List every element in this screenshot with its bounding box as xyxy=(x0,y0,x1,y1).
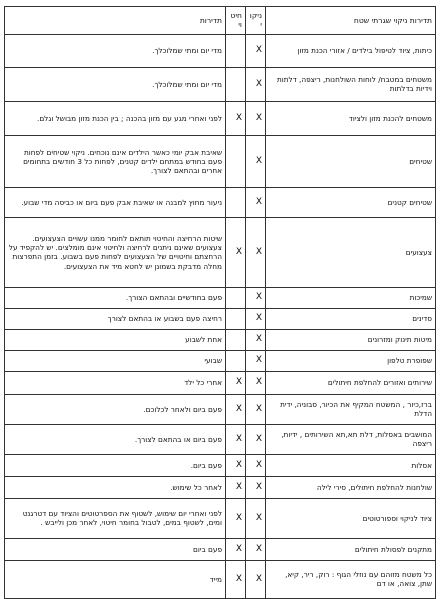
row-clean-mark: X xyxy=(246,187,266,217)
row-area-cell: סדינים xyxy=(266,308,436,329)
row-area-cell: שטיחים קטנים xyxy=(266,187,436,217)
table-row xyxy=(5,287,436,308)
row-area-cell: שפופרת טלפון xyxy=(266,350,436,371)
row-disinfect-mark: X xyxy=(226,217,246,287)
row-disinfect-mark xyxy=(226,308,246,329)
row-area-cell: משטחים להכנת מזון ולציוד xyxy=(266,101,436,135)
row-area-cell: כל משטח מזוהם עם נוזלי הגוף : רוק, ריר, קיא, שתן, צואה, או דם xyxy=(266,560,436,598)
row-clean-mark: X xyxy=(246,135,266,187)
row-frequency-cell: רחיצה פעם בשבוע או בהתאם לצורך xyxy=(5,308,226,329)
row-frequency-cell: פעם ביום או בהתאם לצורך. xyxy=(5,424,226,454)
row-disinfect-mark xyxy=(226,34,246,67)
row-frequency-cell: פעם בחודשיים ובהתאם הצורך. xyxy=(5,287,226,308)
row-clean-mark: X xyxy=(246,538,266,560)
table-row xyxy=(5,476,436,498)
row-clean-mark: X xyxy=(246,67,266,101)
row-clean-mark: X xyxy=(246,217,266,287)
row-disinfect-mark: X xyxy=(226,394,246,424)
table-row xyxy=(5,394,436,424)
table-row xyxy=(5,329,436,350)
row-clean-mark: X xyxy=(246,34,266,67)
row-clean-mark: X xyxy=(246,394,266,424)
row-clean-mark: X xyxy=(246,424,266,454)
row-frequency-cell: שיטות הרחיצה והחיטוי תותאם לחומר ממנו עשויים הצעצועים. צעצועים שאינם ניתנים לרחיצה ולחיטוי אינם מומלצים. יש להקפיד על הרחצתם וחיטויים של הצעצועים לפחות פעם בשבוע. בזמן התפרצות מחלה מדבקת בשמונן יש לחטא מיד את הצעצועים. xyxy=(5,217,226,287)
table-header-row xyxy=(5,7,436,35)
row-clean-mark: X xyxy=(246,371,266,394)
header-disinfect: חיטוי xyxy=(226,7,246,35)
row-disinfect-mark xyxy=(226,350,246,371)
cleaning-frequency-table xyxy=(4,6,436,599)
table-row xyxy=(5,350,436,371)
table-row xyxy=(5,187,436,217)
row-area-cell: שולחנות להחלפת חיתולים, סירי לילה xyxy=(266,476,436,498)
row-clean-mark: X xyxy=(246,454,266,476)
header-clean: ניקוי xyxy=(246,7,266,35)
row-area-cell: משטחים במטבח/ לוחות השולחנות, ריצפה, דלתות וידיות בדלתות xyxy=(266,67,436,101)
table-row xyxy=(5,101,436,135)
table-row xyxy=(5,454,436,476)
row-area-cell: שטיחים xyxy=(266,135,436,187)
row-frequency-cell: לפני ואחרי יום שימוש, לשטוף את הספרטוטים והציוד עם דטרגנט ומים, לשטוף במים, לטבול בחומר חיטוי, לאחר מכן ולייבש . xyxy=(5,498,226,538)
row-area-cell: צעצועים xyxy=(266,217,436,287)
table-row xyxy=(5,308,436,329)
row-area-cell: שירותים ואזורים להחלפת חיתולים xyxy=(266,371,436,394)
row-frequency-cell: מייד xyxy=(5,560,226,598)
row-area-cell: כיתות, ציוד לטיפול בילדים / אזורי הכנת מזון xyxy=(266,34,436,67)
row-disinfect-mark: X xyxy=(226,560,246,598)
row-disinfect-mark: X xyxy=(226,454,246,476)
row-disinfect-mark: X xyxy=(226,476,246,498)
header-area: תדירות ניקוי שגרתי שטח xyxy=(266,7,436,35)
row-area-cell: אסלות xyxy=(266,454,436,476)
row-area-cell: ברז,כיור , המשטח המקיף את הכיור, סבוניה, ידית הדלת xyxy=(266,394,436,424)
row-area-cell: מיטות תינוק ומזרונים xyxy=(266,329,436,350)
row-disinfect-mark: X xyxy=(226,371,246,394)
row-area-cell: ציוד לניקוי וספורטוטים xyxy=(266,498,436,538)
table-row xyxy=(5,34,436,67)
row-frequency-cell: ניעור מחוץ למבנה או שאיבת אבק פעם ביום או כביסה מדי שבוע. xyxy=(5,187,226,217)
row-disinfect-mark xyxy=(226,67,246,101)
table-row xyxy=(5,560,436,598)
row-frequency-cell: לאחר כל שימוש. xyxy=(5,476,226,498)
row-disinfect-mark: X xyxy=(226,424,246,454)
row-frequency-cell: מדי יום ומתי שמלוכלך. xyxy=(5,67,226,101)
row-frequency-cell: אחת לשבוע xyxy=(5,329,226,350)
table-row xyxy=(5,424,436,454)
row-frequency-cell: שאיבת אבק יומי כאשר הילדים אינם נוכחים. ניקוי שטיחים לפחות פעם בחודש במתחם ילדים קטנים, לפחות כל 3 חודשים בתחומים אחרים ובהתאם לצורך. xyxy=(5,135,226,187)
table-row xyxy=(5,135,436,187)
table-row xyxy=(5,498,436,538)
row-frequency-cell: שבועי xyxy=(5,350,226,371)
table-row xyxy=(5,67,436,101)
row-disinfect-mark: X xyxy=(226,101,246,135)
row-disinfect-mark xyxy=(226,329,246,350)
row-disinfect-mark: X xyxy=(226,538,246,560)
header-frequency: תדירות xyxy=(5,7,226,35)
row-area-cell: מתקנים לפסולת חיתולים xyxy=(266,538,436,560)
row-disinfect-mark xyxy=(226,135,246,187)
row-frequency-cell: פעם ביום. xyxy=(5,454,226,476)
table-row xyxy=(5,538,436,560)
row-frequency-cell: לפני ואחרי מגע עם מזון בהכנה ; בין הכנת מזון מבושל וגלם. xyxy=(5,101,226,135)
row-frequency-cell: אחרי כל ילד xyxy=(5,371,226,394)
row-clean-mark: X xyxy=(246,101,266,135)
row-disinfect-mark xyxy=(226,187,246,217)
row-clean-mark: X xyxy=(246,476,266,498)
row-clean-mark: X xyxy=(246,308,266,329)
row-clean-mark: X xyxy=(246,498,266,538)
row-clean-mark: X xyxy=(246,287,266,308)
row-clean-mark: X xyxy=(246,350,266,371)
table-row xyxy=(5,371,436,394)
row-disinfect-mark: X xyxy=(226,498,246,538)
row-frequency-cell: פעם ביום ולאחר לכלוכם. xyxy=(5,394,226,424)
row-clean-mark: X xyxy=(246,329,266,350)
row-frequency-cell: מדי יום ומתי שמלוכלך. xyxy=(5,34,226,67)
row-clean-mark: X xyxy=(246,560,266,598)
row-disinfect-mark xyxy=(226,287,246,308)
row-area-cell: המושבים באסלות, דלת תא,תא השירותים , ידיות, ריצפה xyxy=(266,424,436,454)
table-row xyxy=(5,217,436,287)
row-frequency-cell: פעם ביום xyxy=(5,538,226,560)
row-area-cell: שמיכות xyxy=(266,287,436,308)
